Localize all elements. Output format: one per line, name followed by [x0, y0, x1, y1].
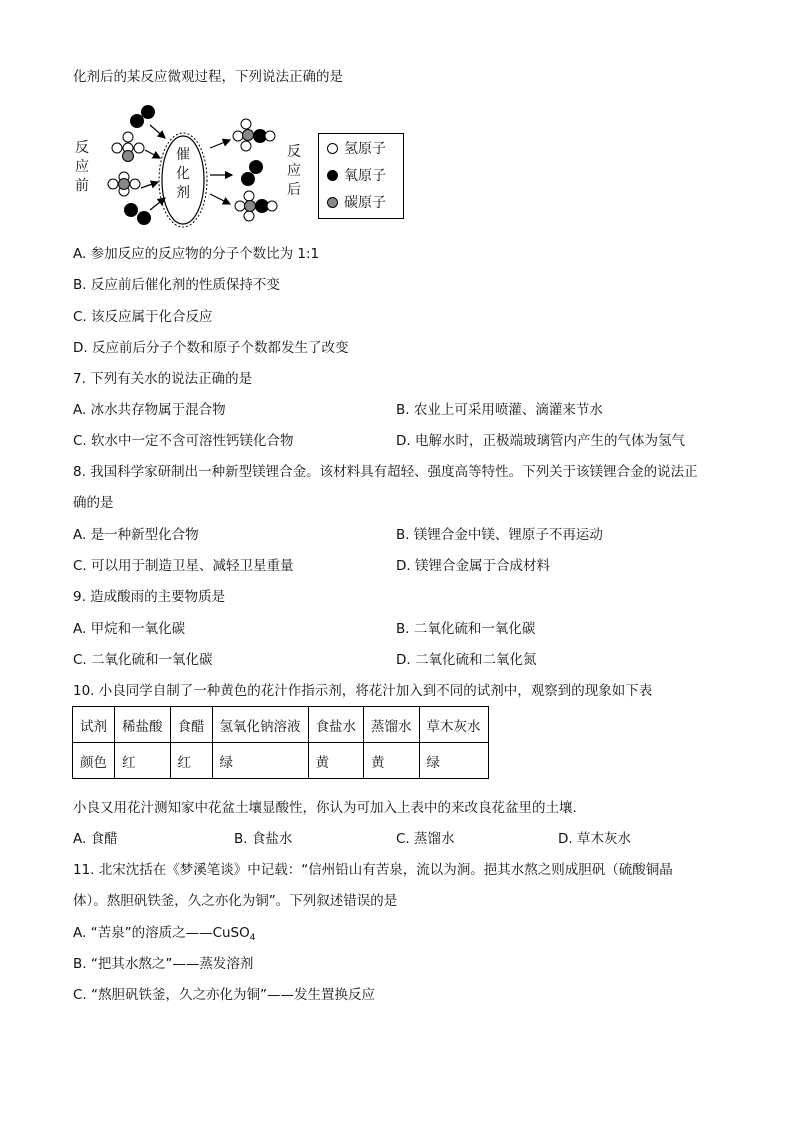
methane-molecule-icon [112, 132, 144, 162]
molecule-graphic [70, 98, 320, 233]
q7-stem: 7. 下列有关水的说法正确的是 [73, 371, 253, 387]
table-cell: 红 [115, 743, 171, 779]
oxygen-molecule-icon [130, 105, 155, 128]
table-row [73, 743, 489, 779]
methane-molecule-icon [108, 172, 140, 196]
q6-option-d: D. 反应前后分子个数和原子个数都发生了改变 [73, 340, 349, 356]
q9-option-d: D. 二氧化硫和二氧化氮 [396, 652, 537, 668]
table-cell: 食醋 [170, 707, 212, 743]
q9-stem: 9. 造成酸雨的主要物质是 [73, 589, 226, 605]
legend-hydrogen: 氢原子 [327, 138, 386, 158]
q10-option-c: C. 蒸馏水 [396, 831, 455, 847]
oxygen-molecule-icon [124, 203, 151, 225]
q9-option-b: B. 二氧化硫和一氧化碳 [396, 621, 536, 637]
product-molecule-icon [235, 191, 277, 221]
legend-carbon: 碳原子 [327, 192, 386, 212]
before-label: 反 应 前 [75, 140, 89, 194]
q8-stem-line2: 确的是 [73, 495, 114, 511]
q8-option-b: B. 镁锂合金中镁、锂原子不再运动 [396, 527, 603, 543]
q6-option-a: A. 参加反应的反应物的分子个数比为 1:1 [73, 246, 320, 262]
atom-legend [318, 133, 404, 219]
q11-stem-line1: 11. 北宋沈括在《梦溪笔谈》中记载：“信州铅山有苦泉，流以为涧。挹其水熬之则成胆矾（硫酸铜晶 [73, 862, 673, 878]
q8-option-c: C. 可以用于制造卫星、减轻卫星重量 [73, 558, 294, 574]
legend-oxygen: 氧原子 [327, 165, 386, 185]
q8-stem-line1: 8. 我国科学家研制出一种新型镁锂合金。该材料具有超轻、强度高等特性。下列关于该镁锂合金的说法正 [73, 464, 698, 480]
oxygen-atom-icon [327, 170, 338, 181]
q8-option-a: A. 是一种新型化合物 [73, 527, 199, 543]
observation-table [72, 706, 489, 779]
q7-option-a: A. 冰水共存物属于混合物 [73, 402, 226, 418]
q7-option-b: B. 农业上可采用喷灌、滴灌来节水 [396, 402, 603, 418]
table-cell: 红 [170, 743, 212, 779]
table-cell: 食盐水 [308, 707, 364, 743]
q10-option-d: D. 草木灰水 [558, 831, 631, 847]
question-intro: 化剂后的某反应微观过程，下列说法正确的是 [73, 69, 343, 85]
q10-option-b: B. 食盐水 [234, 831, 293, 847]
q7-option-c: C. 软水中一定不含可溶性钙镁化合物 [73, 433, 294, 449]
q6-option-b: B. 反应前后催化剂的性质保持不变 [73, 277, 280, 293]
q10-stem: 10. 小良同学自制了一种黄色的花汁作指示剂，将花汁加入到不同的试剂中，观察到的现象如下表 [73, 683, 653, 699]
q10-option-a: A. 食醋 [73, 831, 118, 847]
q9-option-c: C. 二氧化硫和一氧化碳 [73, 652, 213, 668]
table-cell: 黄 [364, 743, 420, 779]
q11-option-a: A. “苦泉”的溶质之——CuSO$_4$ [73, 925, 256, 943]
q11-option-b: B. “把其水熬之”——蒸发溶剂 [73, 956, 254, 972]
oxygen-molecule-icon [241, 160, 263, 186]
table-cell: 试剂 [73, 707, 115, 743]
table-cell: 绿 [419, 743, 488, 779]
q9-option-a: A. 甲烷和一氧化碳 [73, 621, 186, 637]
hydrogen-atom-icon [327, 143, 338, 154]
q6-option-c: C. 该反应属于化合反应 [73, 309, 213, 325]
table-cell: 稀盐酸 [115, 707, 171, 743]
q8-option-d: D. 镁锂合金属于合成材料 [396, 558, 550, 574]
q7-option-d: D. 电解水时，正极端玻璃管内产生的气体为氢气 [396, 433, 685, 449]
table-cell: 颜色 [73, 743, 115, 779]
table-cell: 氢氧化钠溶液 [212, 707, 308, 743]
table-cell: 草木灰水 [419, 707, 488, 743]
table-cell: 蒸馏水 [364, 707, 420, 743]
q10-followup: 小良又用花汁测知家中花盆土壤显酸性，你认为可加入上表中的来改良花盆里的土壤． [73, 800, 586, 816]
table-row [73, 707, 489, 743]
catalyst-label: 催 化 剂 [176, 147, 190, 201]
carbon-atom-icon [327, 197, 338, 208]
product-molecule-icon [233, 119, 275, 151]
q11-stem-line2: 体）。熬胆矾铁釜，久之亦化为铜”。下列叙述错误的是 [73, 893, 398, 909]
table-cell: 黄 [308, 743, 364, 779]
q11-option-c: C. “熬胆矾铁釜，久之亦化为铜”——发生置换反应 [73, 987, 375, 1003]
after-label: 反 应 后 [287, 144, 301, 198]
table-cell: 绿 [212, 743, 308, 779]
